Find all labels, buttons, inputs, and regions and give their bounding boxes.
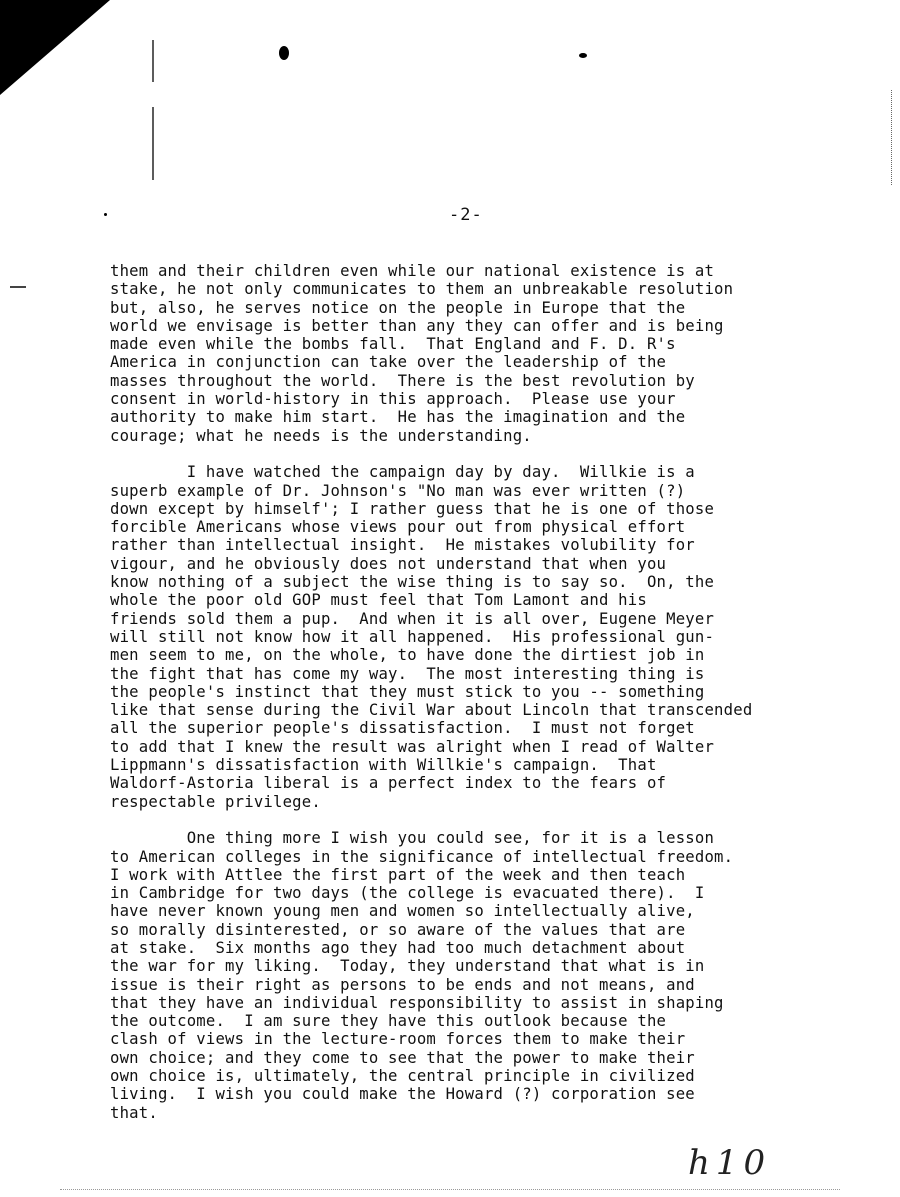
ink-speck xyxy=(579,53,587,58)
margin-dash xyxy=(10,286,26,288)
paragraph-2: I have watched the campaign day by day. Willkie is a superb example of Dr. Johnson's "No man was ever written (?) down except by himself'; I rather guess that he is one of those forcible Americans whose views pour out from physical effort rather than intellectual insight. He mistakes volubility for vigour, and he obviously does not understand that when you know nothing of a subject the wise thing is to say so. On, the whole the poor old GOP must feel that Tom Lamont and his friends sold them a pup. And when it is all over, Eugene Meyer will still not know how it all happened. His professional gun- men seem to me, on the whole, to have done the dirtiest job in the fight that has come my way. The most interesting thing is the people's instinct that they must stick to you -- something like that sense during the Civil War about Lincoln that transcended all the superior people's dissatisfaction. I must not forget to add that I knew the result was alright when I read of Walter Lippmann's dissatisfaction with Willkie's campaign. That Waldorf-Astoria liberal is a perfect index to the fears of respectable privilege. xyxy=(110,463,753,811)
paragraph-3: One thing more I wish you could see, for it is a lesson to American colleges in the significance of intellectual freedom. I work with Attlee the first part of the week and then teach in Cambridge for two days (the college is evacuated there). I have never known young men and women so intellectually alive, so morally disinterested, or so aware of the values that are at stake. Six months ago they had too much detachment about the war for my liking. Today, they understand that what is in issue is their right as persons to be ends and not means, and that they have an individual responsibility to assist in shaping the outcome. I am sure they have this outlook because the clash of views in the lecture-room forces them to make their own choice; and they come to see that the power to make their own choice is, ultimately, the central principle in civilized living. I wish you could make the Howard (?) corporation see that. xyxy=(110,829,734,1122)
paragraph-1: them and their children even while our national existence is at stake, he not only communicates to them an unbreakable resolution but, also, he serves notice on the people in Europe that the world we envisage is better than any they can offer and is being made even while the bombs fall. That England and F. D. R's America in conjunction can take over the leadership of the masses throughout the world. There is the best revolution by consent in world-history in this approach. Please use your authority to make him start. He has the imagination and the courage; what he needs is the understanding. xyxy=(110,262,734,445)
page-number: -2- xyxy=(449,205,483,225)
handwritten-annotation: h10 xyxy=(688,1143,772,1183)
edge-scan-noise xyxy=(877,90,892,185)
letter-body xyxy=(110,262,850,1140)
punch-hole-mark xyxy=(279,46,289,60)
scan-corner-mark xyxy=(0,0,110,95)
bottom-scan-noise xyxy=(60,1188,840,1190)
ink-speck xyxy=(104,213,107,216)
scan-margin-line xyxy=(152,40,154,180)
